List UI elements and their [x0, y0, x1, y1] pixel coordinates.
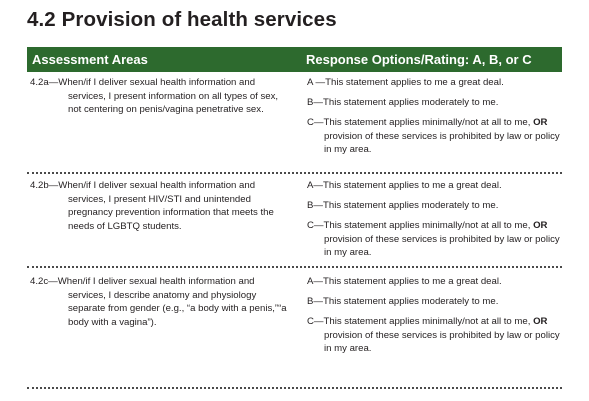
- row-divider: [27, 387, 562, 389]
- header-assessment-areas: Assessment Areas: [32, 52, 148, 67]
- option-a: A—This statement applies to me a great deal.: [307, 276, 502, 287]
- option-c-or: OR: [533, 316, 548, 327]
- response-options: [307, 179, 562, 266]
- assessment-item: 4.2c—When/if I deliver sexual health information and services, I describe anatomy and physiology separate from gender (e.g., “a body with a penis,”“a body with a vagina”).: [30, 276, 287, 328]
- option-c-text: C—This statement applies minimally/not at all to me,: [307, 117, 534, 128]
- option-c-text: C—This statement applies minimally/not at all to me,: [307, 220, 534, 231]
- option-a: A —This statement applies to me a great deal.: [307, 77, 504, 88]
- response-options: [307, 76, 562, 163]
- option-b: B—This statement applies moderately to me.: [307, 97, 499, 108]
- option-c-text-end: provision of these services is prohibited by law or policy in my area.: [324, 233, 560, 258]
- option-c-text: C—This statement applies minimally/not at all to me,: [307, 316, 534, 327]
- response-options: [307, 275, 562, 362]
- assessment-item: 4.2a—When/if I deliver sexual health information and services, I present information on all types of sex, not centering on penis/vagina penetrative sex.: [30, 77, 279, 115]
- option-b: B—This statement applies moderately to me.: [307, 296, 499, 307]
- section-title: 4.2 Provision of health services: [27, 8, 337, 31]
- option-c: [307, 315, 562, 356]
- option-c: [307, 116, 562, 157]
- assessment-item: 4.2b—When/if I deliver sexual health information and services, I present HIV/STI and unintended pregnancy prevention information that meets the needs of LGBTQ students.: [30, 180, 274, 232]
- option-c-text-end: provision of these services is prohibited by law or policy in my area.: [324, 130, 560, 155]
- header-response-options: Response Options/Rating: A, B, or C: [306, 52, 532, 67]
- option-c: [307, 219, 562, 260]
- table-header: [27, 47, 562, 72]
- row-divider: [27, 172, 562, 174]
- option-c-or: OR: [533, 220, 548, 231]
- row-divider: [27, 266, 562, 268]
- option-c-text-end: provision of these services is prohibited by law or policy in my area.: [324, 329, 560, 354]
- option-c-or: OR: [533, 117, 548, 128]
- option-b: B—This statement applies moderately to me.: [307, 200, 499, 211]
- option-a: A—This statement applies to me a great deal.: [307, 180, 502, 191]
